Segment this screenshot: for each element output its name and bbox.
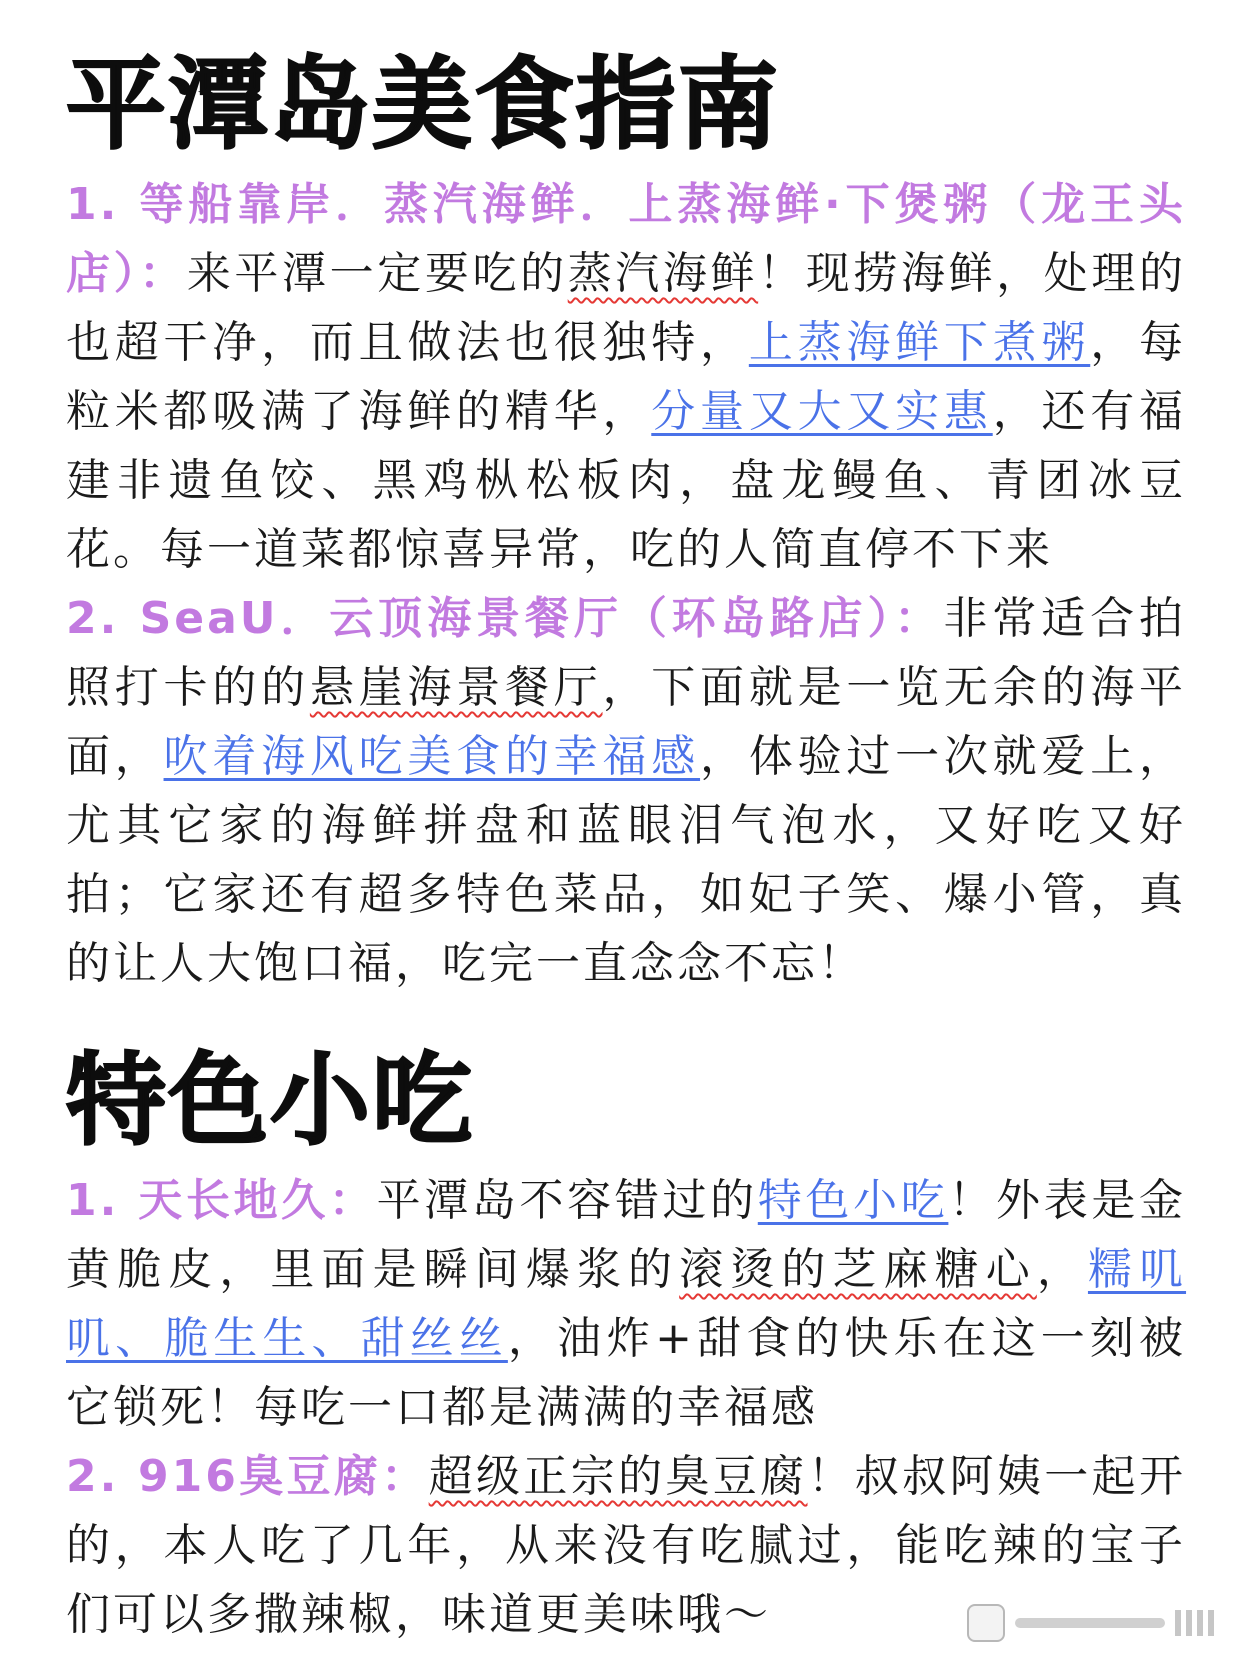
entry-seau: 2. SeaU．云顶海景餐厅（环岛路店）：非常适合拍照打卡的的悬崖海景餐厅，下面就是一览无余的海平面，吹着海风吃美食的幸福感，体验过一次就爱上，尤其它家的海鲜拼盘和蓝眼泪气泡水，又好吃又好拍；它家还有超多特色菜品，如妃子笑、爆小管，真的让人大饱口福，吃完一直念念不忘！ bbox=[66, 593, 1187, 989]
entry-denchuan: 1. 等船靠岸．蒸汽海鲜．上蒸海鲜·下煲粥（龙王头店）：来平潭一定要吃的蒸汽海鲜！现捞海鲜，处理的也超干净，而且做法也很独特，上蒸海鲜下煮粥，每粒米都吸满了海鲜的精华，分量又大又实惠，还有福建非遗鱼饺、黑鸡枞松板肉，盘龙鳗鱼、青团冰豆花。每一道菜都惊喜异常，吃的人简直停不下来 bbox=[66, 179, 1187, 575]
highlight-link[interactable]: 吹着海风吃美食的幸福感 bbox=[163, 731, 701, 782]
entry-label: 1. 等船靠岸．蒸汽海鲜．上蒸海鲜·下煲粥（龙王头店）： bbox=[66, 179, 1186, 299]
highlight-text: 滚烫的芝麻糖心 bbox=[679, 1244, 1037, 1295]
highlight-text: 蒸汽海鲜 bbox=[567, 248, 759, 299]
entry-tianchangdijiu: 1. 天长地久：平潭岛不容错过的特色小吃！外表是金黄脆皮，里面是瞬间爆浆的滚烫的芝麻糖心，糯叽叽、脆生生、甜丝丝，油炸+甜食的快乐在这一刻被它锁死！每吃一口都是满满的幸福感 bbox=[66, 1175, 1187, 1433]
highlight-link[interactable]: 特色小吃 bbox=[757, 1175, 949, 1226]
highlight-link[interactable]: 分量又大又实惠 bbox=[651, 386, 993, 437]
highlight-text: 悬崖海景餐厅 bbox=[309, 662, 603, 713]
entry-label: 1. 天长地久： bbox=[66, 1175, 377, 1226]
entry-916-tofu: 2. 916臭豆腐：超级正宗的臭豆腐！叔叔阿姨一起开的，本人吃了几年，从来没有吃腻过，能吃辣的宝子们可以多撒辣椒，味道更美味哦～ bbox=[66, 1451, 1186, 1640]
highlight-link[interactable]: 糯叽叽、脆生生、甜丝丝 bbox=[66, 1244, 1187, 1364]
article bbox=[66, 40, 1186, 1649]
highlight-link[interactable]: 上蒸海鲜下煮粥 bbox=[748, 317, 1091, 368]
watermark bbox=[967, 1604, 1214, 1642]
section-title: 特色小吃 bbox=[66, 1042, 474, 1159]
entry-label: 2. SeaU．云顶海景餐厅（环岛路店）： bbox=[66, 593, 944, 644]
watermark-bars-icon bbox=[1175, 1610, 1214, 1636]
watermark-bar bbox=[1015, 1618, 1165, 1628]
entry-label: 2. 916臭豆腐： bbox=[66, 1451, 429, 1502]
page-title: 平潭岛美食指南 bbox=[66, 46, 780, 163]
watermark-logo-icon bbox=[967, 1604, 1005, 1642]
highlight-text: 超级正宗的臭豆腐 bbox=[428, 1451, 808, 1502]
